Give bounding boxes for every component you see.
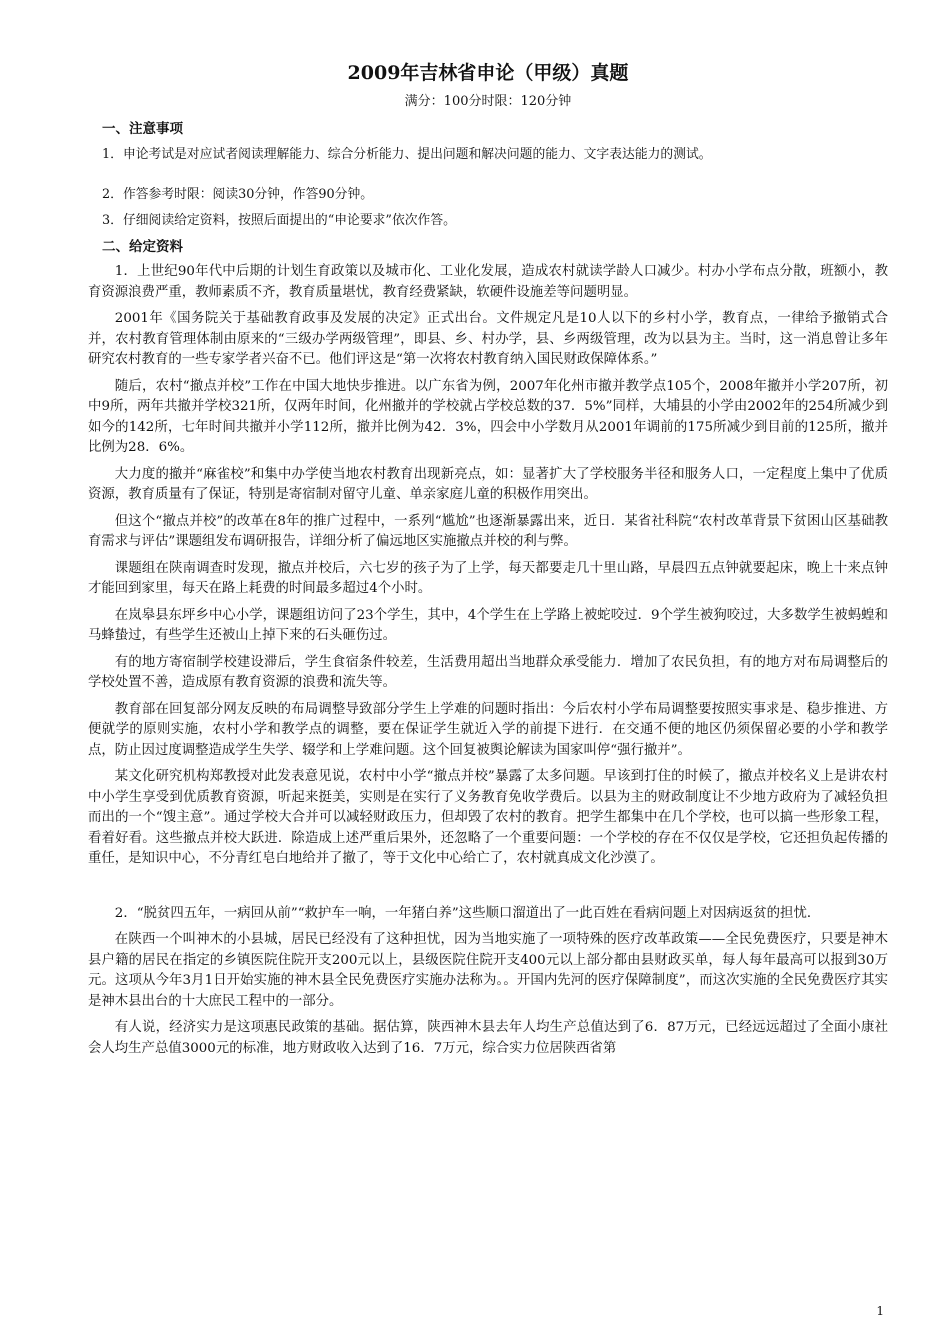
document-page bbox=[88, 60, 888, 1065]
material-paragraph: 在陕西一个叫神木的小县城，居民已经没有了这种担忧，因为当地实施了一项特殊的医疗改革政策——全民免费医疗，只要是神木县户籍的居民在指定的乡镇医院住院开支200元以上，县级医院住院开支400元以上部分都由县财政买单，每人每年最高可以报到30万元。这项从今年3月1日开始实施的神木县全民免费医疗实施办法称为。。开国内先河的医疗保障制度”，而这次实施的全民免费医疗其实是神木县出台的十大庶民工程中的一部分。 bbox=[88, 932, 888, 1009]
document-title: 2009年吉林省申论（甲级）真题 bbox=[347, 62, 629, 84]
material-paragraph: 课题组在陕南调查时发现，撤点并校后，六七岁的孩子为了上学，每天都要走几十里山路，早晨四五点钟就要起床，晚上十来点钟才能回到家里，每天在路上耗费的时间最多超过4个小时。 bbox=[88, 560, 888, 596]
material-paragraph: 某文化研究机构郑教授对此发表意见说，农村中小学“撤点并校”暴露了太多问题。早该到打住的时候了，撤点并校名义上是讲农村中小学生享受到优质教育资源，听起来挺美，实则是在实行了义务教育免收学费后。以县为主的财政制度让不少地方政府为了减轻负担而出的一个“馊主意”。通过学校大合并可以减轻财政压力，但却毁了农村的教育。把学生都集中在几个学校，也可以搞一些形象工程，看着好看。这些撤点并校大跃进．除造成上述严重后果外，还忽略了一个重要问题：一个学校的存在不仅仅是学校，它还担负起传播的重任，是知识中心，不分青红皂白地给并了撤了，等于文化中心给亡了，农村就真成文化沙漠了。 bbox=[88, 769, 888, 866]
material-paragraph: 2．“脱贫四五年，一病回从前”“救护车一响，一年猪白养”这些顺口溜道出了一此百姓在看病问题上对因病返贫的担忧． bbox=[114, 905, 821, 921]
material-paragraph: 有人说，经济实力是这项惠民政策的基础。据估算，陕西神木县去年人均生产总值达到了6．87万元，已经远远超过了全面小康社会人均生产总值3000元的标准，地方财政收入达到了16．7万元，综合实力位居陕西省第 bbox=[88, 1020, 888, 1056]
material-paragraph: 教育部在回复部分网友反映的布局调整导致部分学生上学难的问题时指出：今后农村小学布局调整要按照实事求是、稳步推进、方便就学的原则实施，农村小学和教学点的调整，要在保证学生就近入学的前提下进行．在交通不便的地区仍须保留必要的小学和教学点，防止因过度调整造成学生失学、辍学和上学难问题。这个回复被舆论解读为国家叫停“强行撤并”。 bbox=[88, 701, 888, 758]
material-paragraph: 随后，农村“撤点并校”工作在中国大地快步推进。以广东省为例，2007年化州市撤并教学点105个，2008年撤并小学207所，初中9所，两年共撤并学校321所，仅两年时间，化州撤并的学校就占学校总数的37．5%”同样，大埔县的小学由2002年的254所减少到如今的142所，七年时间共撤并小学112所，撤并比例为42．3%，四会中小学数月从2001年调前的175所减少到目前的125所，撤并比例为28．6%。 bbox=[88, 378, 888, 455]
note-item: 3．仔细阅读给定资料，按照后面提出的“申论要求”依次作答。 bbox=[102, 213, 456, 228]
page-number: 1 bbox=[876, 1304, 884, 1318]
material-paragraph: 1．上世纪90年代中后期的计划生育政策以及城市化、工业化发展，造成农村就读学龄人口减少。村办小学布点分散，班额小，教育资源浪费严重，教师素质不齐，教育质量堪忧，教育经费紧缺，软硬件设施差等问题明显。 bbox=[88, 264, 888, 300]
material-paragraph: 但这个“撤点并校”的改革在8年的推广过程中，一系列“尴尬”也逐渐暴露出来，近日．某省社科院“农村改革背景下贫困山区基础教育需求与评估”课题组发布调研报告，详细分析了偏远地区实施撤点并校的利与弊。 bbox=[88, 513, 888, 549]
material-paragraph: 2001年《国务院关于基础教育政事及发展的决定》正式出台。文件规定凡是10人以下的乡村小学，教育点，一律给予撤销式合并，农村教育管理体制由原来的“三级办学两级管理”，即县、乡、村办学，县、乡两级管理，改为以县为主。当时，这一消息曾让多年研究农村教育的一些专家学者兴奋不已。他们评这是“第一次将农村教育纳入国民财政保障体系。” bbox=[88, 311, 888, 367]
section-heading-notes: 一、注意事项 bbox=[102, 121, 183, 137]
material-paragraph: 有的地方寄宿制学校建设滞后，学生食宿条件较差，生活费用超出当地群众承受能力．增加了农民负担，有的地方对布局调整后的学校处置不善，造成原有教育资源的浪费和流失等。 bbox=[88, 654, 888, 690]
note-item: 1．申论考试是对应试者阅读理解能力、综合分析能力、提出问题和解决问题的能力、文字表达能力的测试。 bbox=[102, 147, 712, 162]
material-paragraph: 大力度的撤并“麻雀校”和集中办学使当地农村教育出现新亮点，如：显著扩大了学校服务半径和服务人口，一定程度上集中了优质资源，教育质量有了保证，特别是寄宿制对留守儿童、单亲家庭儿童的积极作用突出。 bbox=[88, 466, 888, 502]
note-item: 2．作答参考时限：阅读30分钟，作答90分钟。 bbox=[102, 187, 374, 202]
exam-info: 满分：100分时限：120分钟 bbox=[404, 94, 572, 109]
material-paragraph: 在岚皋县东坪乡中心小学，课题组访问了23个学生，其中，4个学生在上学路上被蛇咬过．9个学生被狗咬过，大多数学生被蚂蝗和马蜂蛰过，有些学生还被山上掉下来的石头砸伤过。 bbox=[88, 607, 888, 643]
section-heading-materials: 二、给定资料 bbox=[102, 239, 183, 255]
